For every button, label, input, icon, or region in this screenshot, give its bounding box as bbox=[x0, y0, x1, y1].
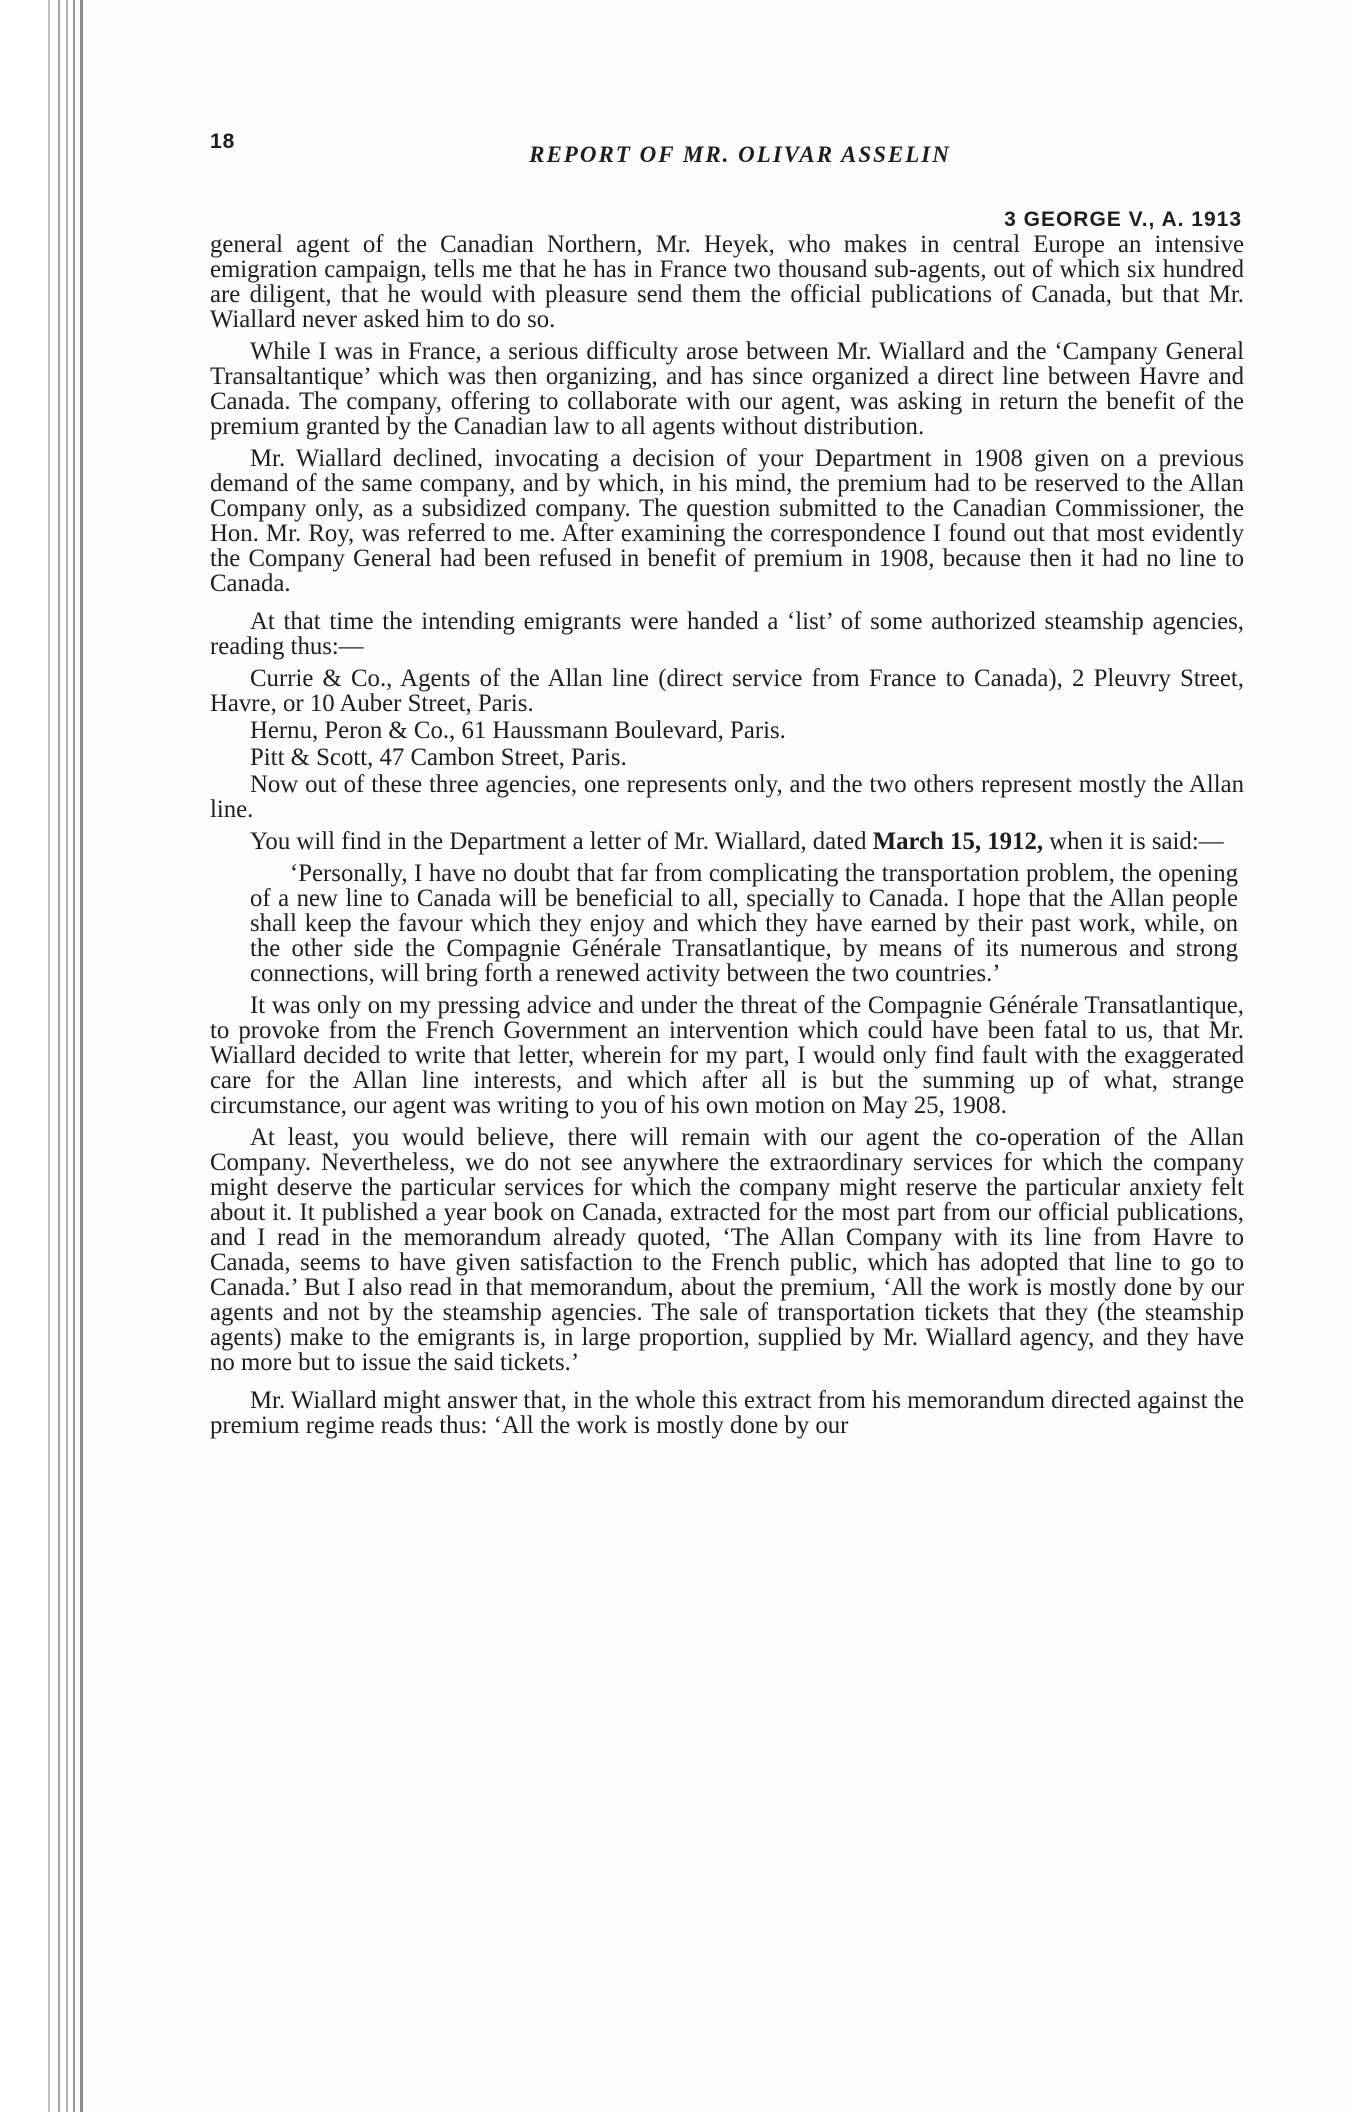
paragraph: It was only on my pressing advice and under the threat of the Compagnie Générale Transatlantique, to provoke from the French Government an intervention which could have been fatal to us, that Mr. Wiallard decided to write that letter, wherein for my part, I would only find fault with the exaggerated care for the Allan line interests, and which after all is but the summing up of what, strange circumstance, our agent was writing to you of his own motion on May 25, 1908. bbox=[210, 992, 1244, 1119]
page-edge bbox=[48, 0, 50, 2112]
paragraph: general agent of the Canadian Northern, Mr. Heyek, who makes in central Europe an intensive emigration campaign, tells me that he has in France two thousand sub-agents, out of which six hundred are diligent, that he would with pleasure send them the official publications of Canada, but that Mr. Wiallard never asked him to do so. bbox=[210, 231, 1244, 333]
body-text bbox=[210, 232, 1244, 1445]
page-edge bbox=[73, 0, 75, 2112]
paragraph: While I was in France, a serious difficulty arose between Mr. Wiallard and the ‘Campany General Transaltantique’ which was then organizing, and has since organized a direct line between Havre and Canada. The company, offering to collaborate with our agent, was asking in return the benefit of the premium granted by the Canadian law to all agents without distribution. bbox=[210, 338, 1244, 440]
paragraph bbox=[210, 829, 1244, 854]
paragraph: Mr. Wiallard declined, invocating a decision of your Department in 1908 given on a previous demand of the same company, and by which, in his mind, the premium had to be reserved to the Allan Company only, as a subsidized company. The question submitted to the Canadian Commissioner, the Hon. Mr. Roy, was referred to me. After examining the correspondence I found out that most evidently the Company General had been refused in benefit of premium in 1908, because then it had no line to Canada. bbox=[210, 445, 1244, 597]
page-number: 18 bbox=[210, 130, 236, 153]
paragraph: At that time the intending emigrants were handed a ‘list’ of some authorized steamship agencies, reading thus:— bbox=[210, 608, 1244, 660]
page-edge bbox=[58, 0, 60, 2112]
letter-date: March 15, 1912, bbox=[872, 828, 1044, 855]
agency-entry: Hernu, Peron & Co., 61 Haussmann Boulevard, Paris. bbox=[250, 717, 786, 744]
agency-entry: Pitt & Scott, 47 Cambon Street, Paris. bbox=[250, 744, 627, 771]
paragraph: Mr. Wiallard might answer that, in the whole this extract from his memorandum directed against the premium regime reads thus: ‘All the work is mostly done by our bbox=[210, 1387, 1244, 1439]
page-edge bbox=[66, 0, 68, 2112]
paragraph: Now out of these three agencies, one represents only, and the two others represent mostly the Allan line. bbox=[210, 771, 1244, 823]
running-title: REPORT OF MR. OLIVAR ASSELIN bbox=[529, 142, 951, 167]
page-edge bbox=[80, 0, 83, 2112]
paragraph: At least, you would believe, there will remain with our agent the co-operation of the Allan Company. Nevertheless, we do not see anywhere the extraordinary services for which the company might deserve the particular services for which the company might reserve the particular anxiety felt about it. It published a year book on Canada, extracted for the most part from our official publications, and I read in the memorandum already quoted, ‘The Allan Company with its line from Havre to Canada, seems to have given satisfaction to the French public, which has adopted that line to go to Canada.’ But I also read in that memorandum, about the premium, ‘All the work is mostly done by our agents and not by the steamship agencies. The sale of transportation tickets that they (the steamship agents) make to the emigrants is, in large proportion, supplied by Mr. Wiallard agency, and they have no more but to issue the said tickets.’ bbox=[210, 1124, 1244, 1376]
session-label: 3 GEORGE V., A. 1913 bbox=[1004, 208, 1242, 231]
paragraph-text: You will find in the Department a letter of Mr. Wiallard, dated bbox=[250, 828, 867, 855]
paragraph-text: when it is said:— bbox=[1049, 828, 1224, 855]
agency-entry: Currie & Co., Agents of the Allan line (direct service from France to Canada), 2 Pleuvry Street, Havre, or 10 Auber Street, Paris. bbox=[210, 665, 1244, 717]
block-quote: ‘Personally, I have no doubt that far from complicating the transportation problem, the opening of a new line to Canada will be beneficial to all, specially to Canada. I hope that the Allan people shall keep the favour which they enjoy and which they have earned by their past work, while, on the other side the Compagnie Générale Transatlantique, by means of its numerous and strong connections, will bring forth a renewed activity between the two countries.’ bbox=[250, 860, 1238, 987]
